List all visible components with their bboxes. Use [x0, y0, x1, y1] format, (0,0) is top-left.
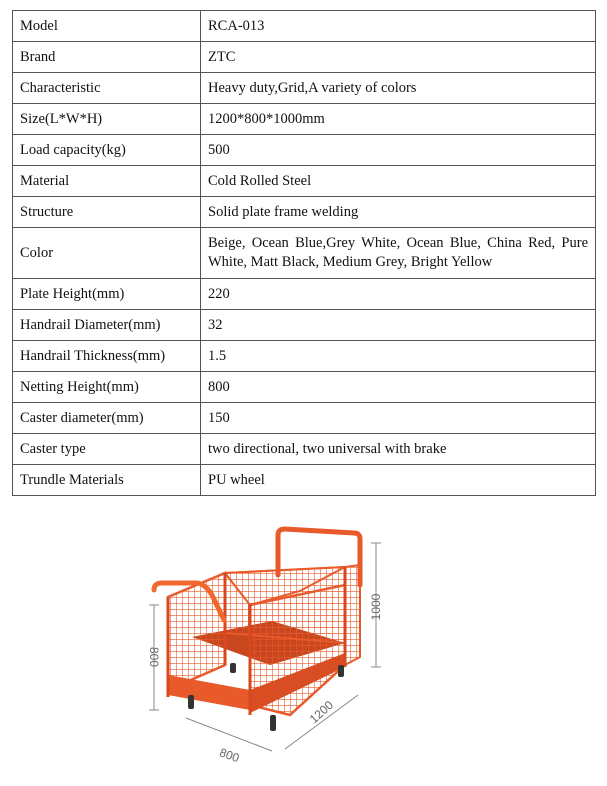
spec-label: Color	[13, 228, 201, 279]
spec-label: Size(L*W*H)	[13, 104, 201, 135]
table-row	[13, 310, 596, 341]
table-row	[13, 104, 596, 135]
spec-value: RCA-013	[201, 11, 596, 42]
spec-value: 1.5	[201, 341, 596, 372]
dimension-width-label: 800	[217, 745, 242, 766]
table-row	[13, 372, 596, 403]
spec-value: Heavy duty,Grid,A variety of colors	[201, 73, 596, 104]
spec-label: Netting Height(mm)	[13, 372, 201, 403]
spec-label: Structure	[13, 197, 201, 228]
spec-label: Handrail Diameter(mm)	[13, 310, 201, 341]
table-row	[13, 135, 596, 166]
table-row	[13, 434, 596, 465]
spec-value: ZTC	[201, 42, 596, 73]
spec-label: Material	[13, 166, 201, 197]
table-row	[13, 465, 596, 496]
spec-value: 32	[201, 310, 596, 341]
spec-label: Handrail Thickness(mm)	[13, 341, 201, 372]
dimension-height-label: 1000	[369, 593, 383, 621]
dimension-length-label: 1200	[306, 697, 336, 727]
spec-value: Cold Rolled Steel	[201, 166, 596, 197]
table-row	[13, 166, 596, 197]
spec-label: Brand	[13, 42, 201, 73]
spec-value: two directional, two universal with brake	[201, 434, 596, 465]
table-row	[13, 11, 596, 42]
spec-label: Characteristic	[13, 73, 201, 104]
table-row	[13, 403, 596, 434]
table-row	[13, 73, 596, 104]
spec-value: 150	[201, 403, 596, 434]
spec-label: Caster diameter(mm)	[13, 403, 201, 434]
spec-value: PU wheel	[201, 465, 596, 496]
spec-label: Load capacity(kg)	[13, 135, 201, 166]
table-row	[13, 228, 596, 279]
spec-value: Beige, Ocean Blue,Grey White, Ocean Blue, China Red, Pure White, Matt Black, Medium Grey, Bright Yellow	[201, 228, 596, 279]
spec-value: 500	[201, 135, 596, 166]
table-row	[13, 279, 596, 310]
cart-illustration	[140, 525, 410, 780]
spec-table	[12, 10, 596, 496]
spec-label: Model	[13, 11, 201, 42]
spec-label: Trundle Materials	[13, 465, 201, 496]
spec-label: Caster type	[13, 434, 201, 465]
spec-value: 800	[201, 372, 596, 403]
table-row	[13, 42, 596, 73]
table-row	[13, 341, 596, 372]
spec-label: Plate Height(mm)	[13, 279, 201, 310]
dimension-width-side-label: 800	[147, 646, 161, 668]
spec-value: 1200*800*1000mm	[201, 104, 596, 135]
table-row	[13, 197, 596, 228]
spec-value: 220	[201, 279, 596, 310]
spec-value: Solid plate frame welding	[201, 197, 596, 228]
